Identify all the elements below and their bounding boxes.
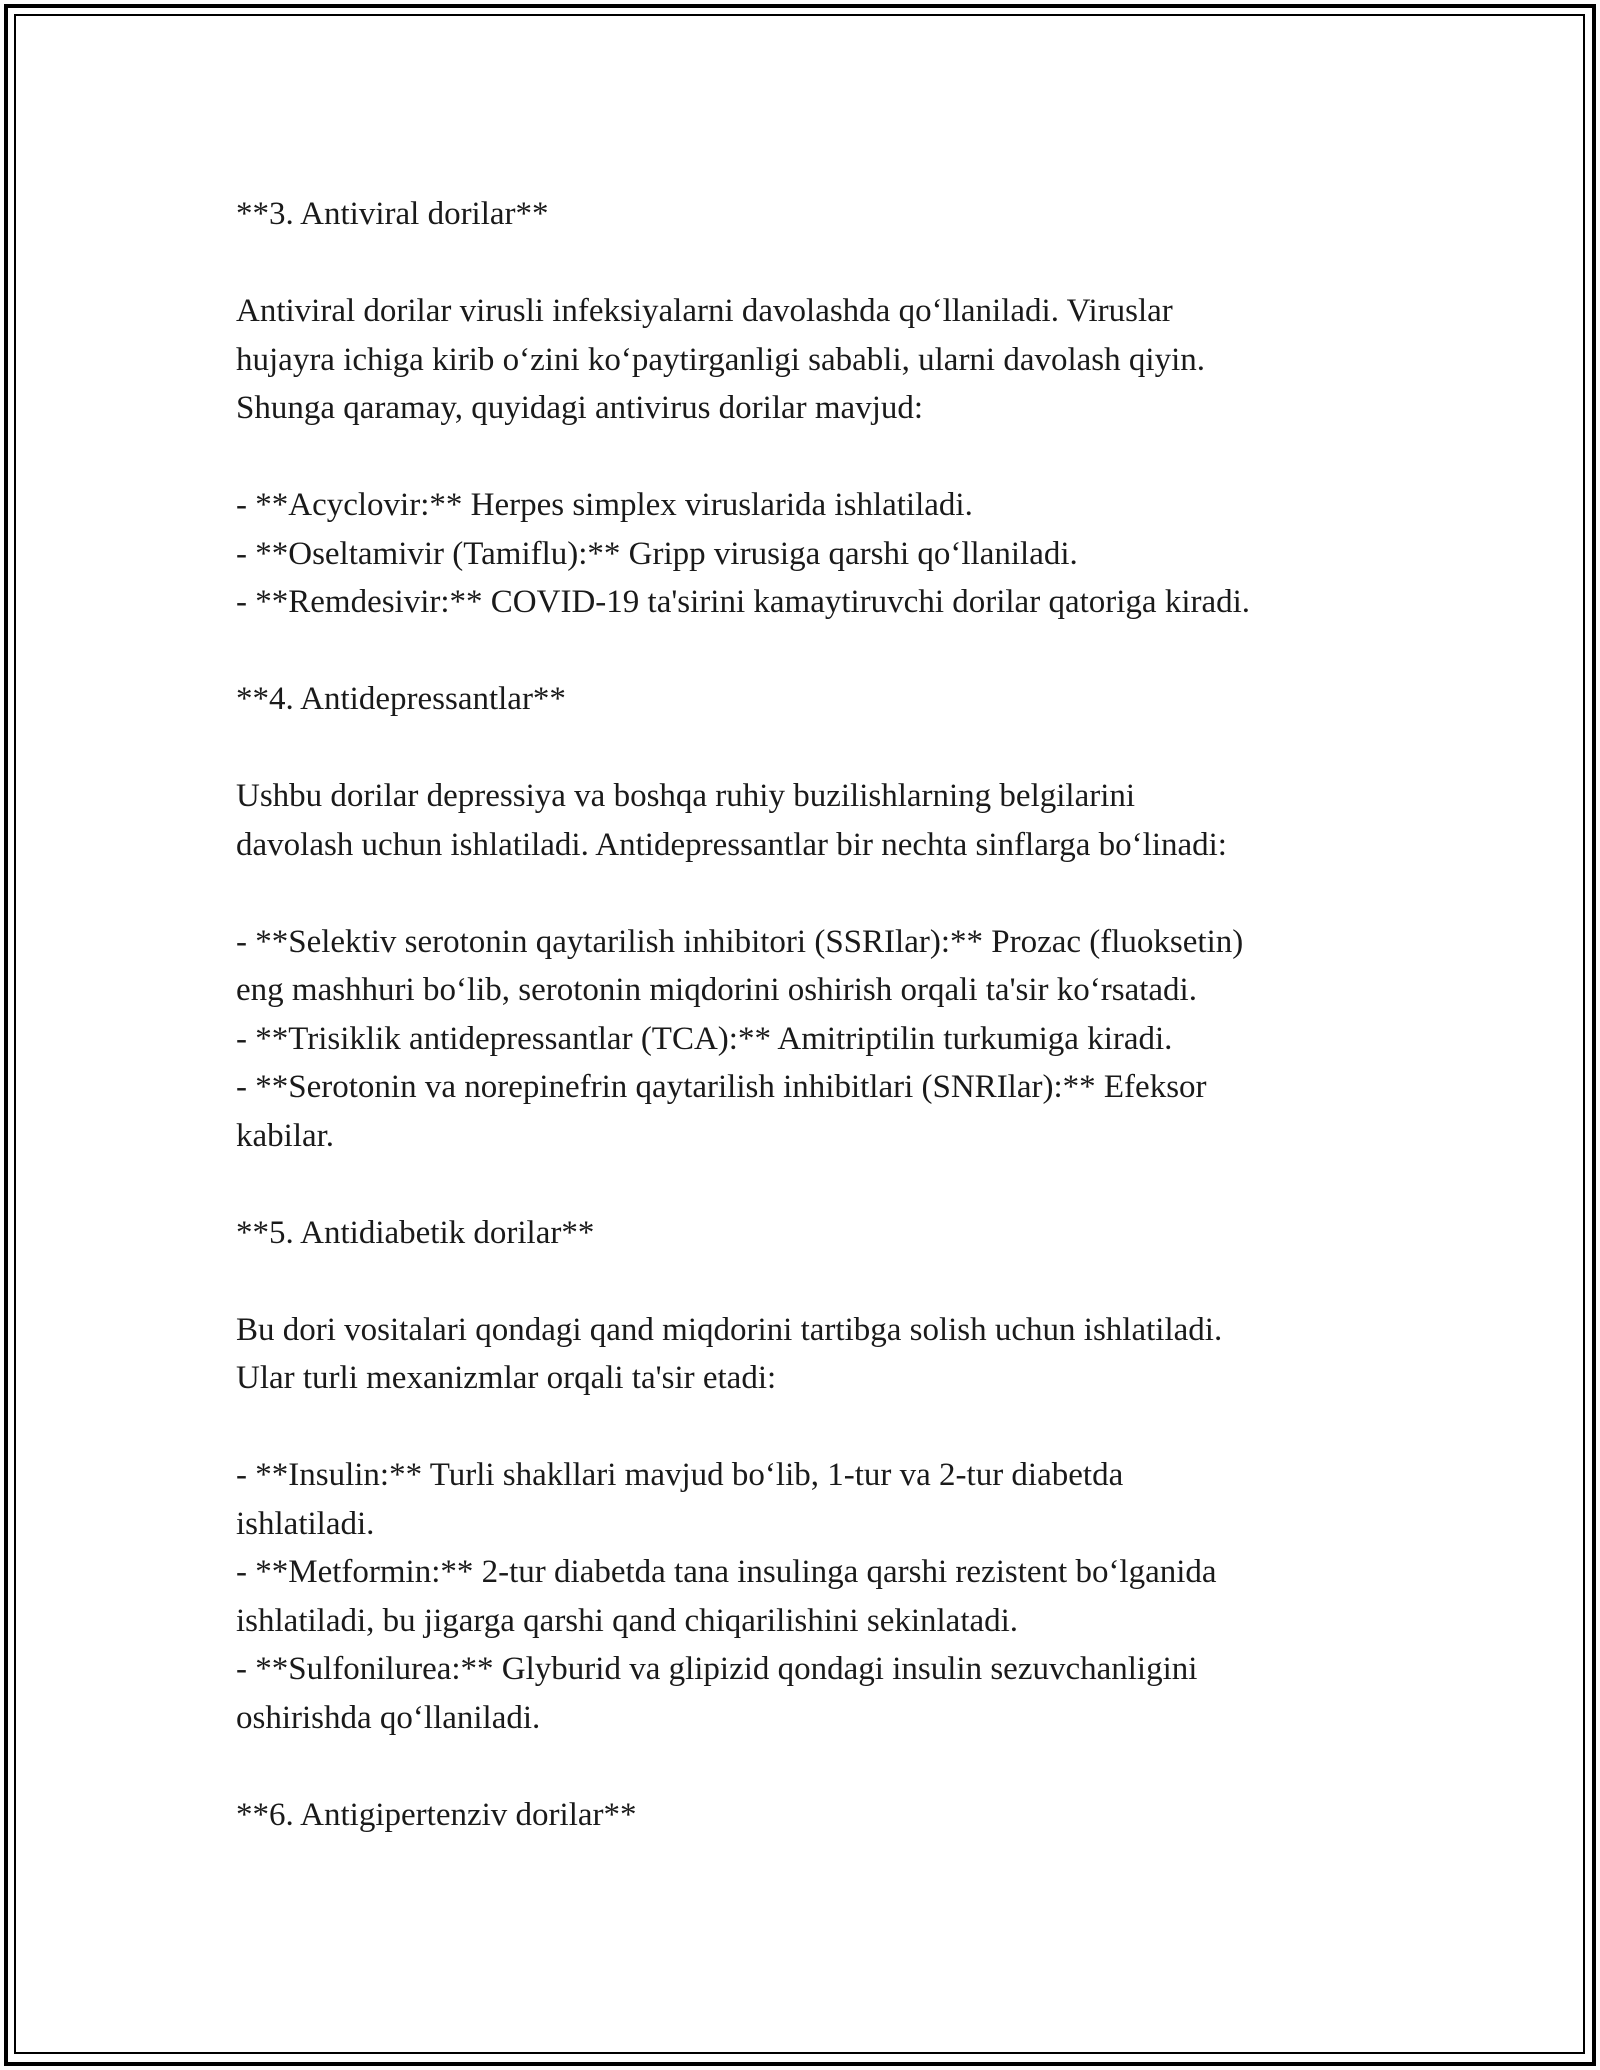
list-item: - **Acyclovir:** Herpes simplex viruslarida ishlatiladi. — [236, 487, 973, 523]
list-item: oshirishda qo‘llaniladi. — [236, 1699, 541, 1736]
spacer — [236, 627, 1416, 676]
list-item: kabilar. — [236, 1117, 335, 1154]
spacer — [236, 1403, 1416, 1452]
section-heading-antiviral: **3. Antiviral dorilar** — [236, 196, 549, 232]
paragraph-line: Bu dori vositalari qondagi qand miqdorini tartibga solish uchun ishlatiladi. — [236, 1311, 1223, 1348]
spacer — [236, 1742, 1416, 1791]
spacer — [236, 869, 1416, 918]
paragraph-line: Antiviral dorilar virusli infeksiyalarni davolashda qo‘llaniladi. Viruslar — [236, 293, 1173, 329]
spacer — [236, 1160, 1416, 1209]
section-heading-antihypertensive: **6. Antigipertenziv dorilar** — [236, 1796, 637, 1833]
list-item: - **Metformin:** 2-tur diabetda tana insulinga qarshi rezistent bo‘lganida — [236, 1554, 1217, 1590]
list-item: - **Serotonin va norepinefrin qaytarilish inhibitlari (SNRIlar):** Efeksor — [236, 1069, 1207, 1105]
list-item: ishlatiladi. — [236, 1505, 375, 1542]
list-item: - **Insulin:** Turli shakllari mavjud bo‘lib, 1-tur va 2-tur diabetda — [236, 1457, 1124, 1493]
spacer — [236, 239, 1416, 288]
paragraph-line: hujayra ichiga kirib o‘zini ko‘paytirganligi sababli, ularni davolash qiyin. — [236, 341, 1205, 378]
paragraph-line: Ular turli mexanizmlar orqali ta'sir etadi: — [236, 1360, 777, 1396]
spacer — [236, 724, 1416, 773]
list-item: - **Sulfonilurea:** Glyburid va glipizid qondagi insulin sezuvchanligini — [236, 1651, 1198, 1687]
list-item: - **Remdesivir:** COVID-19 ta'sirini kamaytiruvchi dorilar qatoriga kiradi. — [236, 584, 1251, 620]
list-item: ishlatiladi, bu jigarga qarshi qand chiqarilishini sekinlatadi. — [236, 1602, 1019, 1639]
paragraph-line: davolash uchun ishlatiladi. Antidepressantlar bir nechta sinflarga bo‘linadi: — [236, 826, 1227, 863]
spacer — [236, 433, 1416, 482]
spacer — [236, 1257, 1416, 1306]
paragraph-line: Ushbu dorilar depressiya va boshqa ruhiy buzilishlarning belgilarini — [236, 778, 1136, 814]
paragraph-line: Shunga qaramay, quyidagi antivirus dorilar mavjud: — [236, 390, 924, 426]
list-item: - **Selektiv serotonin qaytarilish inhibitori (SSRIlar):** Prozac (fluoksetin) — [236, 923, 1244, 960]
list-item: - **Oseltamivir (Tamiflu):** Gripp virusiga qarshi qo‘llaniladi. — [236, 535, 1078, 572]
section-heading-antidepressants: **4. Antidepressantlar** — [236, 681, 566, 717]
section-heading-antidiabetic: **5. Antidiabetik dorilar** — [236, 1214, 595, 1251]
document-body — [236, 190, 1416, 1839]
list-item: eng mashhuri bo‘lib, serotonin miqdorini oshirish orqali ta'sir ko‘rsatadi. — [236, 972, 1197, 1008]
list-item: - **Trisiklik antidepressantlar (TCA):** Amitriptilin turkumiga kiradi. — [236, 1020, 1173, 1057]
